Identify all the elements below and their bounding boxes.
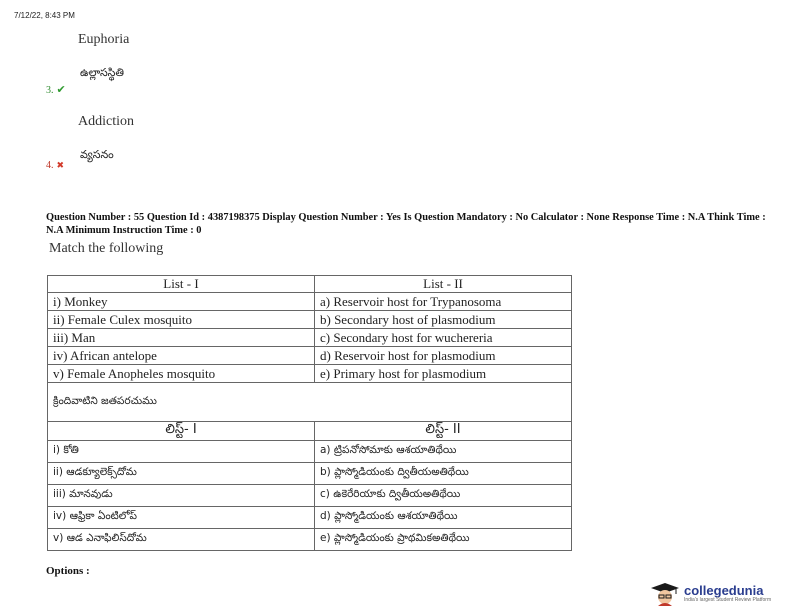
print-timestamp: 7/12/22, 8:43 PM: [14, 11, 75, 20]
table-row: [48, 293, 572, 311]
telugu-list-2-item: b) ప్లాస్మోడియంకు ద్వితీయఅతిథేయి: [315, 463, 572, 485]
table-row: [48, 529, 572, 551]
table-row: [48, 507, 572, 529]
list-1-item: iii) Man: [48, 329, 315, 347]
telugu-list-2-header: లిస్ట్- II: [315, 422, 572, 441]
list-1-header: List - I: [48, 276, 315, 293]
graduate-icon: [650, 582, 680, 606]
list-1-item: v) Female Anopheles mosquito: [48, 365, 315, 383]
logo-name: collegedunia: [684, 583, 764, 598]
telugu-list-2-item: a) ట్రిపనోసోమాకు ఆశయాతిథేయి: [315, 441, 572, 463]
check-icon: ✔: [56, 84, 66, 96]
list-1-item: ii) Female Culex mosquito: [48, 311, 315, 329]
table-row: [48, 463, 572, 485]
option-4-number-label: 4.: [46, 160, 54, 171]
table-row: [48, 311, 572, 329]
cross-icon: ✖: [56, 160, 65, 170]
telugu-list-1-item: iii) మానవుడు: [48, 485, 315, 507]
option-3-text: Euphoria: [78, 32, 130, 47]
telugu-list-2-item: c) ఉకెరేరియాకు ద్వితీయఅతిథేయి: [315, 485, 572, 507]
question-meta: Question Number : 55 Question Id : 4387198375 Display Question Number : Yes Is Question Mandatory : No Calculator : None Response Time : N.A Think Time : N.A Minimum Instruction Time : 0: [46, 212, 766, 236]
telugu-list-1-item: i) కోతి: [48, 441, 315, 463]
match-table: [47, 275, 572, 551]
table-row: [48, 485, 572, 507]
option-3-number-label: 3.: [46, 85, 54, 96]
list-2-item: e) Primary host for plasmodium: [315, 365, 572, 383]
list-2-header: List - II: [315, 276, 572, 293]
options-label: Options :: [46, 565, 90, 577]
list-2-item: c) Secondary host for wuchereria: [315, 329, 572, 347]
list-2-item: d) Reservoir host for plasmodium: [315, 347, 572, 365]
logo-tagline: India's largest Student Review Platform: [684, 597, 772, 603]
option-3-number: [46, 83, 66, 96]
telugu-list-2-item: d) ప్లాస్మోడియంకు ఆశయాతిథేయి: [315, 507, 572, 529]
list-2-item: a) Reservoir host for Trypanosoma: [315, 293, 572, 311]
telugu-list-1-item: v) ఆడ ఎనాఫిలిస్‌దోమ: [48, 529, 315, 551]
list-1-item: i) Monkey: [48, 293, 315, 311]
question-prompt: Match the following: [49, 241, 164, 256]
telugu-list-1-header: లిస్ట్- I: [48, 422, 315, 441]
list-2-item: b) Secondary host of plasmodium: [315, 311, 572, 329]
table-row: [48, 329, 572, 347]
option-4-text: Addiction: [78, 114, 134, 129]
telugu-list-1-item: ii) ఆడక్యూలెక్స్‌దోమ: [48, 463, 315, 485]
list-1-item: iv) African antelope: [48, 347, 315, 365]
option-4-telugu: వ్యసనం: [80, 148, 114, 161]
option-3-telugu: ఉల్లాసస్థితి: [80, 66, 124, 79]
table-row: [48, 365, 572, 383]
option-4-number: [46, 160, 64, 171]
table-row: [48, 441, 572, 463]
telugu-list-1-item: iv) ఆఫ్రికా ఏంటిలోప్: [48, 507, 315, 529]
table-row: [48, 347, 572, 365]
collegedunia-logo: [650, 582, 771, 606]
telugu-prompt: క్రిందివాటిని జతపరచుము: [48, 383, 572, 422]
telugu-list-2-item: e) ప్లాస్మోడియంకు ప్రాథమికఅతిథేయి: [315, 529, 572, 551]
